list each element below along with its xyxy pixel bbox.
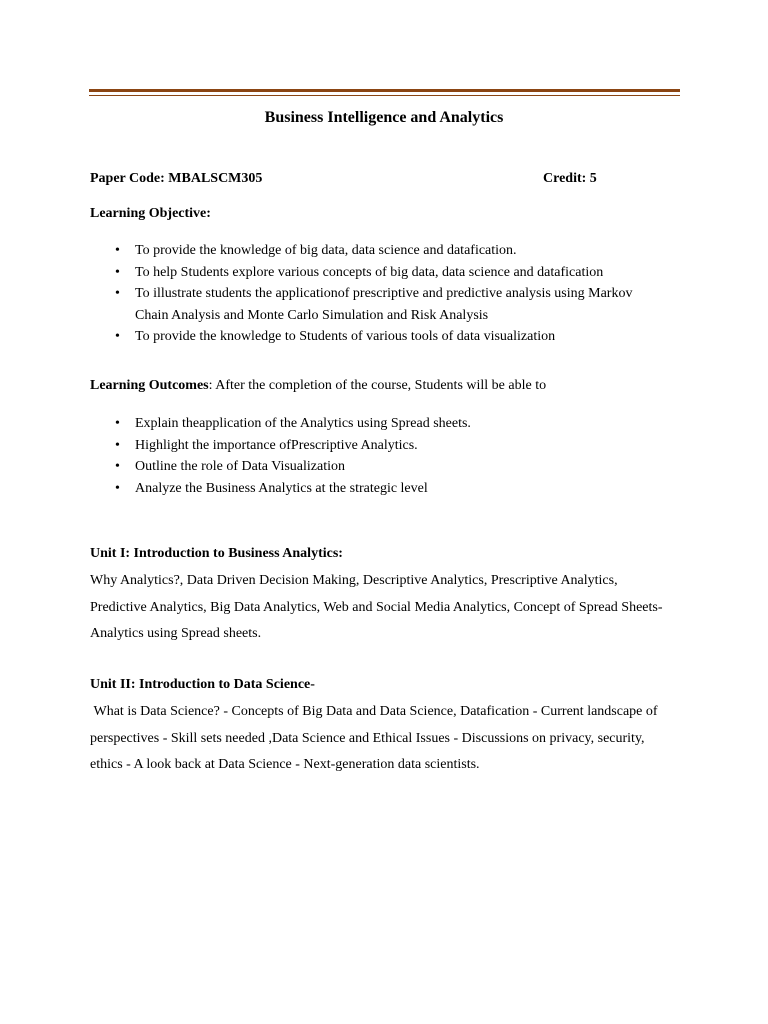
list-item [90, 413, 650, 435]
list-item-text: Analyze the Business Analytics at the strategic level [135, 480, 428, 496]
page-title: Business Intelligence and Analytics [264, 109, 504, 126]
bullet-icon: • [115, 243, 120, 258]
list-item-text: To provide the knowledge to Students of various tools of data visualization [135, 329, 556, 345]
bullet-icon: • [115, 437, 120, 453]
list-item [90, 435, 650, 457]
bullet-icon: • [115, 416, 120, 431]
learning-outcomes-intro: : After the completion of the course, Students will be able to [208, 378, 547, 393]
learning-outcomes-heading: Learning Outcomes [90, 378, 209, 393]
learning-outcomes-line [90, 378, 546, 394]
bullet-icon: • [115, 286, 120, 302]
paper-code: Paper Code: MBALSCM305 [90, 171, 263, 186]
header-rule-thin [89, 95, 680, 96]
bullet-icon: • [115, 480, 120, 496]
learning-outcomes-list [90, 413, 650, 499]
list-item-text: To provide the knowledge of big data, data science and datafication. [135, 243, 517, 258]
credit-value: Credit: 5 [543, 171, 597, 186]
list-item [90, 283, 650, 326]
list-item-text: Explain theapplication of the Analytics using Spread sheets. [135, 416, 471, 431]
unit-2-body: What is Data Science? - Concepts of Big Data and Data Science, Datafication - Current landscape of perspectives - Skill sets needed ,Data Science and Ethical Issues - Discussions on privacy, security, ethics - A look back at Data Science - Next-generation data scientists. [90, 704, 662, 772]
learning-objective-list [90, 240, 650, 348]
header-rule-thick [89, 89, 680, 92]
list-item-text: Outline the role of Data Visualization [135, 459, 346, 475]
bullet-icon: • [115, 329, 120, 345]
list-item-text: To help Students explore various concepts of big data, data science and datafication [135, 264, 604, 280]
list-item-text: Highlight the importance ofPrescriptive Analytics. [135, 437, 418, 453]
unit-2-heading: Unit II: Introduction to Data Science- [90, 677, 315, 692]
bullet-icon: • [115, 459, 120, 475]
learning-objective-heading: Learning Objective: [90, 206, 211, 221]
list-item [90, 262, 650, 284]
list-item [90, 456, 650, 478]
bullet-icon: • [115, 264, 120, 280]
list-item [90, 326, 650, 348]
unit-1-body: Why Analytics?, Data Driven Decision Making, Descriptive Analytics, Prescriptive Analytics, Predictive Analytics, Big Data Analytics, Web and Social Media Analytics, Concept of Spread Sheets- Analytics using Spread sheets. [90, 573, 663, 641]
list-item-text: To illustrate students the applicationof prescriptive and predictive analysis using Markov Chain Analysis and Monte Carlo Simulation and Risk Analysis [135, 286, 633, 323]
list-item [90, 240, 650, 262]
list-item [90, 478, 650, 500]
unit-1-heading: Unit I: Introduction to Business Analytics: [90, 546, 343, 561]
